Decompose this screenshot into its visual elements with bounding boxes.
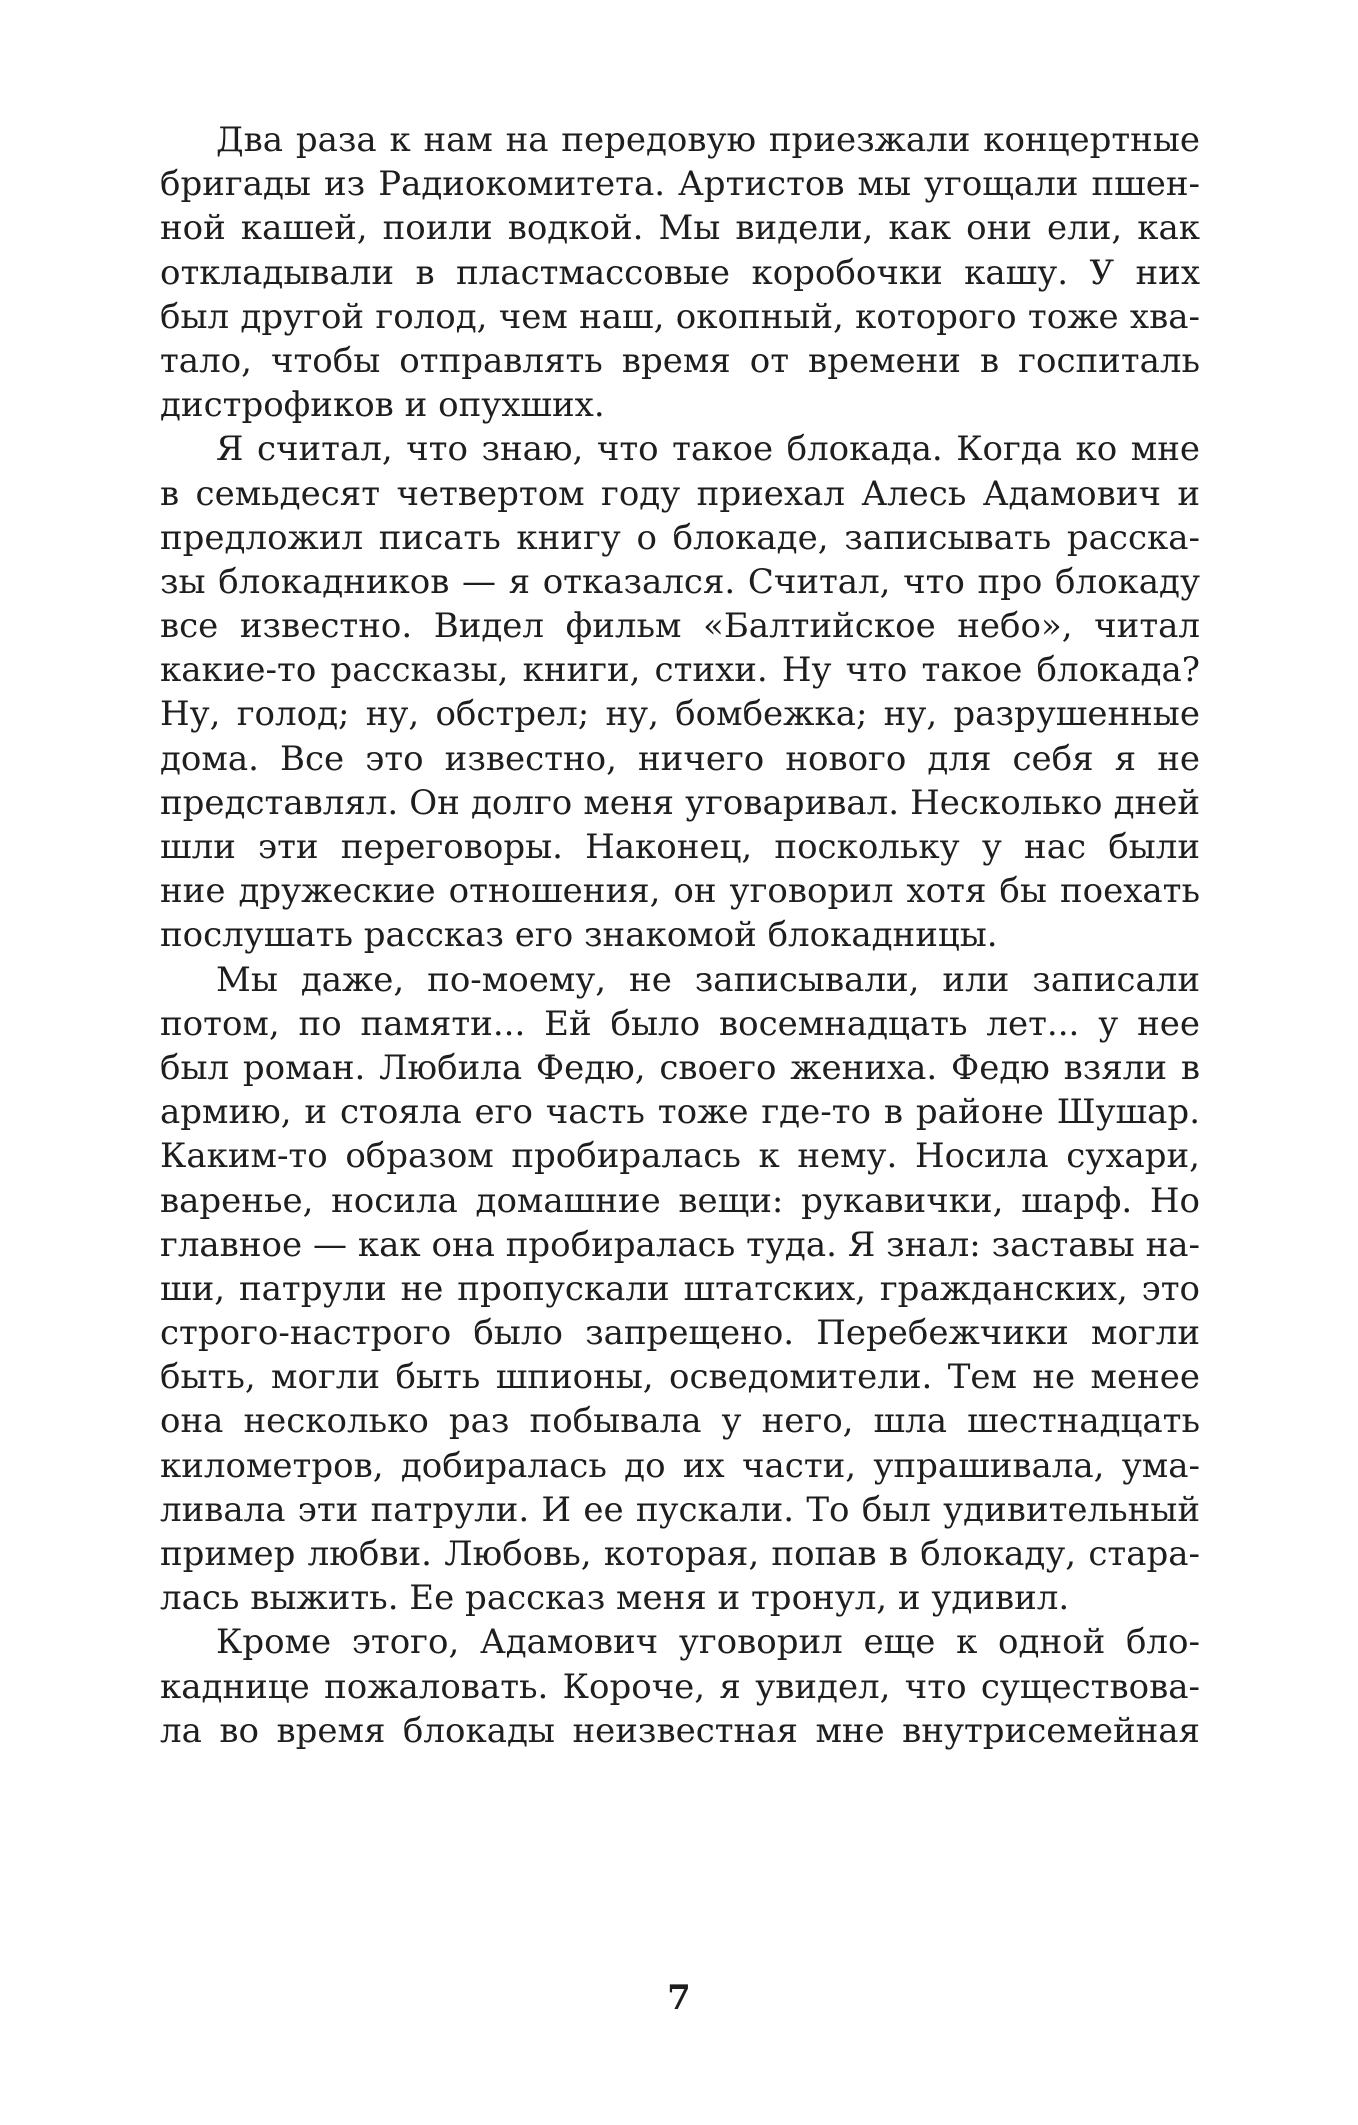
paragraph: [160, 958, 1200, 1621]
text-line: потом, по памяти... Ей было восемнадцать лет... у нее: [160, 1003, 1200, 1044]
paragraph: [160, 1620, 1200, 1753]
text-line: ши, патрули не пропускали штатских, гражданских, это: [160, 1268, 1200, 1309]
text-line: Каким-то образом пробиралась к нему. Носила сухари,: [160, 1136, 1200, 1177]
paragraph: [160, 118, 1200, 427]
text-line: был другой голод, чем наш, окопный, которого тоже хва-: [160, 296, 1200, 337]
text-line: зы блокадников — я отказался. Считал, что про блокаду: [160, 561, 1200, 602]
text-line: дома. Все это известно, ничего нового для себя я не: [160, 738, 1200, 779]
text-line: главное — как она пробиралась туда. Я знал: заставы на-: [160, 1224, 1200, 1265]
text-line: армию, и стояла его часть тоже где-то в районе Шушар.: [160, 1092, 1200, 1133]
text-line: строго-настрого было запрещено. Перебежчики могли: [160, 1313, 1200, 1354]
text-line: дистрофиков и опухших.: [160, 385, 605, 426]
text-line: ла во время блокады неизвестная мне внутрисемейная: [160, 1710, 1200, 1751]
text-line: километров, добиралась до их части, упрашивала, ума-: [160, 1445, 1200, 1486]
text-line: предложил писать книгу о блокаде, записывать расска-: [160, 517, 1200, 558]
text-line: лась выжить. Ее рассказ меня и тронул, и удивил.: [160, 1578, 1070, 1619]
text-line: представлял. Он долго меня уговаривал. Несколько дней: [160, 782, 1200, 823]
text-line: варенье, носила домашние вещи: рукавички, шарф. Но: [160, 1180, 1200, 1221]
text-line: Ну, голод; ну, обстрел; ну, бомбежка; ну, разрушенные: [160, 694, 1200, 735]
text-line: Кроме этого, Адамович уговорил еще к одной бло-: [216, 1622, 1200, 1663]
text-line: послушать рассказ его знакомой блокадницы.: [160, 915, 998, 956]
text-line: Два раза к нам на передовую приезжали концертные: [216, 120, 1200, 160]
text-line: ние дружеские отношения, он уговорил хотя бы поехать: [160, 871, 1200, 912]
text-line: какие-то рассказы, книги, стихи. Ну что такое блокада?: [160, 650, 1200, 691]
text-line: бригады из Радиокомитета. Артистов мы угощали пшен-: [160, 164, 1200, 205]
paragraph: [160, 427, 1200, 957]
text-line: Я считал, что знаю, что такое блокада. Когда ко мне: [216, 429, 1200, 470]
text-line: в семьдесят четвертом году приехал Алесь Адамович и: [160, 473, 1200, 514]
body-text: [160, 118, 1200, 1753]
text-line: каднице пожаловать. Короче, я увидел, что существова-: [160, 1666, 1200, 1707]
text-line: шли эти переговоры. Наконец, поскольку у нас были: [160, 827, 1200, 867]
page-number: 7: [667, 1978, 691, 2018]
text-line: она несколько раз побывала у него, шла шестнадцать: [160, 1401, 1200, 1442]
text-line: тало, чтобы отправлять время от времени в госпиталь: [160, 340, 1200, 381]
text-line: откладывали в пластмассовые коробочки кашу. У них: [160, 252, 1200, 293]
text-line: был роман. Любила Федю, своего жениха. Федю взяли в: [160, 1047, 1200, 1088]
text-line: Мы даже, по-моему, не записывали, или записали: [216, 959, 1200, 1000]
text-line: пример любви. Любовь, которая, попав в блокаду, стара-: [160, 1534, 1200, 1574]
text-line: ной кашей, поили водкой. Мы видели, как они ели, как: [160, 208, 1200, 249]
text-line: ливала эти патрули. И ее пускали. То был удивительный: [160, 1489, 1200, 1530]
text-line: быть, могли быть шпионы, осведомители. Тем не менее: [160, 1357, 1200, 1398]
text-line: все известно. Видел фильм «Балтийское небо», читал: [160, 606, 1200, 647]
